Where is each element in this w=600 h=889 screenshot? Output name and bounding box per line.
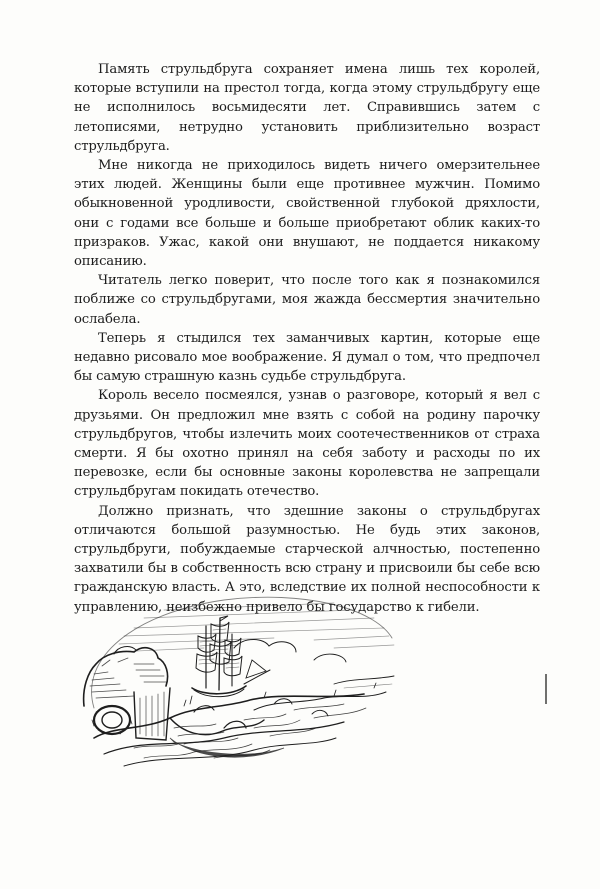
paragraph-4: Теперь я стыдился тех заманчивых картин, которые еще недавно рисовало мое воображение. Я думал о том, что предпочел бы самую страшную казнь судьбе струльдбруга. bbox=[74, 330, 540, 385]
paragraph-2: Мне никогда не приходилось видеть ничего омерзительнее этих людей. Женщины были еще противнее мужчин. Помимо обыкновенной уродливости, свойственной глубокой дряхлости, они с годами все больше и больше приобретают облик каких-то призраков. Ужас, какой они внушают, не поддается никакому описанию. bbox=[74, 158, 540, 270]
paragraph-6: Должно признать, что здешние законы о струльдбругах отличаются большой разумностью. Не будь этих законов, струльдбруги, побуждаемые старческой алчностью, постепенно захватили бы в собственность всю страну и присвоили бы себе всю гражданскую власть. А это, вследствие их полной неспособности к управлению, неизбежно привело бы государство к гибели. bbox=[74, 503, 540, 615]
paragraph-1: Память струльдбруга сохраняет имена лишь тех королей, которые вступили на престол тогда, когда этому струльдбругу еще не исполнилось восьмидесяти лет. Справившись затем с летописями, нетрудно установить приблизительно возраст струльдбруга. bbox=[74, 62, 540, 154]
paragraph-3: Читатель легко поверит, что после того как я познакомился поближе со струльдбругами, моя жажда бессмертия значительно ослабела. bbox=[74, 273, 540, 327]
margin-mark bbox=[545, 674, 547, 704]
body-text bbox=[74, 60, 540, 617]
sailing-ship-engraving-icon bbox=[74, 588, 414, 778]
paragraph-5: Король весело посмеялся, узнав о разговоре, который я вел с друзьями. Он предложил мне взять с собой на родину парочку струльдбругов, чтобы излечить моих соотечественников от страха смерти. Я бы охотно принял на себя заботу и расходы по их перевозке, если бы основные законы королевства не запрещали струльдбругам покидать отечество. bbox=[74, 388, 540, 500]
